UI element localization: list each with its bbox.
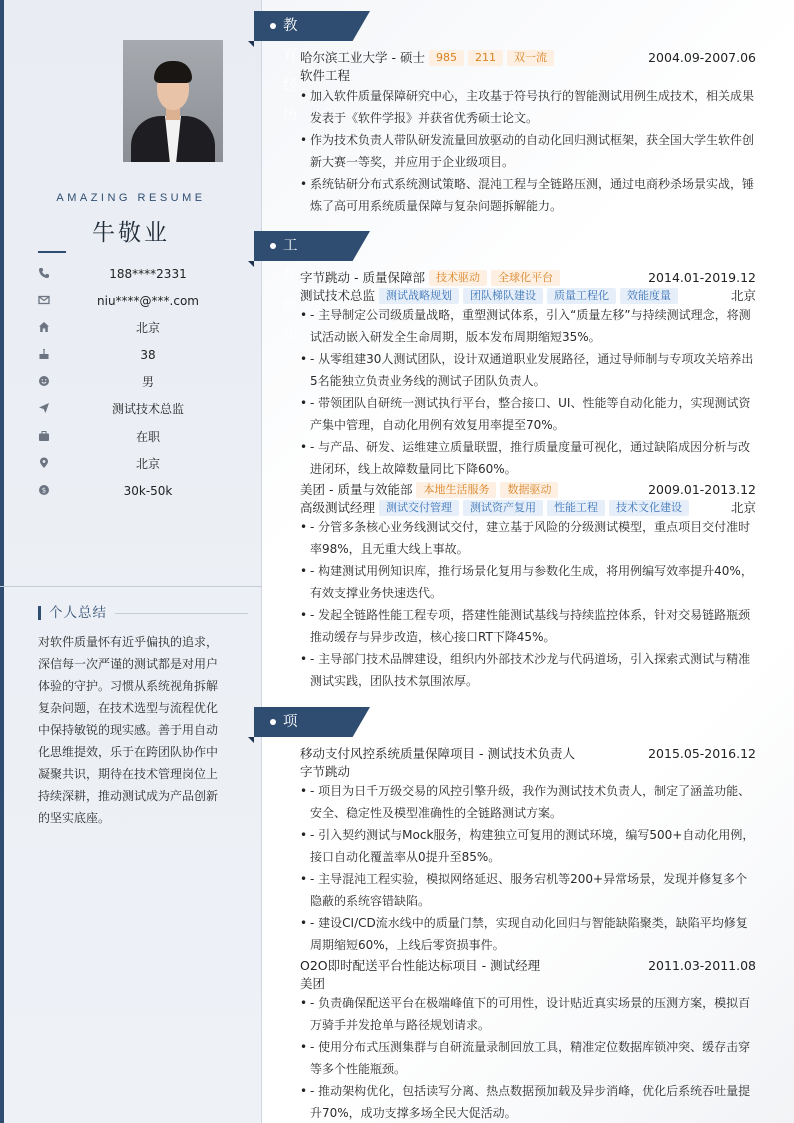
role-tag: 测试交付管理: [379, 500, 459, 516]
phone-icon: [38, 267, 50, 279]
company-tag: 技术驱动: [429, 270, 487, 286]
list-item: • 作为技术负责人带队研发流量回放驱动的自动化回归测试框架，获全国大学生软件创新大赛一等奖，并应用于企业级项目。: [300, 129, 756, 173]
target-role-value: 测试技术总监: [111, 402, 184, 416]
info-home: [38, 319, 238, 337]
company-tag: 全球化平台: [491, 270, 560, 286]
education-major: 软件工程: [300, 68, 351, 83]
role-tag: 测试资产复用: [463, 500, 543, 516]
home-value: 北京: [135, 321, 160, 335]
job-bullets: [300, 516, 756, 692]
project-org: 美团: [300, 976, 326, 991]
job-role: 测试技术总监: [300, 288, 376, 303]
list-item: • - 分管多条核心业务线测试交付，建立基于风险的分级测试模型，重点项目交付准时率98%，且无重大线上事故。: [300, 516, 756, 560]
list-item: • - 发起全链路性能工程专项，搭建性能测试基线与持续监控体系，针对交易链路瓶颈推动缓存与异步改造，核心接口RT下降45%。: [300, 604, 756, 648]
list-item: • - 推动架构优化，包括读写分离、热点数据预加载及异步消峰，优化后系统吞吐量提升70%，成功支撑多场全民大促活动。: [300, 1080, 756, 1123]
role-tag: 效能度量: [620, 288, 678, 304]
info-email: [38, 292, 238, 310]
list-item: • - 引入契约测试与Mock服务，构建独立可复用的测试环境，编写500+自动化用例，接口自动化覆盖率从0提升至85%。: [300, 824, 756, 868]
salary-value: 30k-50k: [123, 484, 173, 498]
job-city: 北京: [730, 500, 756, 515]
info-gender: [38, 373, 238, 391]
cake-icon: [38, 348, 50, 360]
job-bullets: [300, 304, 756, 480]
project-org-row: [300, 763, 756, 781]
project-header: [300, 745, 756, 763]
summary-text: 对软件质量怀有近乎偏执的追求，深信每一次严谨的测试都是对用户体验的守护。习惯从系统视角拆解复杂问题，在技术选型与流程优化中保持敏锐的现实感。善于用自动化思维提效，乐于在跨团队协作中凝聚共识，期待在技术管理岗位上持续深耕，推动测试成为产品创新的坚实底座。: [38, 635, 219, 825]
info-phone: [38, 265, 238, 283]
list-item: • - 负责确保配送平台在极端峰值下的可用性，设计贴近真实场景的压测方案，模拟百万骑手并发抢单与路径规划请求。: [300, 992, 756, 1036]
status-value: 在职: [135, 430, 160, 444]
company-name: 字节跳动 - 质量保障部: [300, 270, 425, 285]
section-title-education: 教育经历: [283, 18, 299, 124]
project-name: 移动支付风控系统质量保障项目 - 测试技术负责人: [300, 746, 575, 761]
role-tag: 性能工程: [547, 500, 605, 516]
sidebar: [0, 0, 262, 1123]
school-name: 哈尔滨工业大学 - 硕士: [300, 50, 425, 65]
job-role-row: [300, 287, 756, 305]
profile-photo: [123, 40, 223, 162]
main-content: [262, 0, 794, 1123]
list-item: • - 使用分布式压测集群与自研流量录制回放工具，精准定位数据库锁冲突、缓存击穿等多个性能瓶颈。: [300, 1036, 756, 1080]
role-tag: 质量工程化: [547, 288, 616, 304]
company-tag: 数据驱动: [500, 482, 558, 498]
project-date: 2011.03-2011.08: [648, 958, 756, 973]
summary-heading: [38, 604, 248, 622]
briefcase-icon: [38, 430, 50, 442]
job-header: [300, 269, 756, 287]
phone-value: 188****2331: [109, 267, 187, 281]
job-role: 高级测试经理: [300, 500, 376, 515]
summary-title: 个人总结: [49, 605, 107, 621]
summary-heading-rule: [115, 613, 248, 614]
list-item: • - 主导混沌工程实验，模拟网络延迟、服务宕机等200+异常场景，发现并修复多个隐蔽的系统容错缺陷。: [300, 868, 756, 912]
project-bullets: [300, 992, 756, 1123]
role-tag: 团队梯队建设: [463, 288, 543, 304]
section-title-work: 工作经历: [283, 238, 299, 344]
info-location: [38, 455, 238, 473]
job-header: [300, 481, 756, 499]
location-value: 北京: [135, 457, 160, 471]
project-org-row: [300, 975, 756, 993]
mail-icon: [38, 294, 50, 306]
school-tag: 双一流: [507, 50, 554, 66]
info-salary: [38, 482, 238, 500]
svg-text:$: $: [41, 486, 47, 495]
education-entry-header: [300, 49, 756, 67]
role-tag: 测试战略规划: [379, 288, 459, 304]
project-date: 2015.05-2016.12: [648, 746, 756, 761]
send-icon: [38, 402, 50, 414]
job-date: 2009.01-2013.12: [648, 482, 756, 497]
list-item: • 加入软件质量保障研究中心，主攻基于符号执行的智能测试用例生成技术，相关成果发表于《软件学报》并获省优秀硕士论文。: [300, 85, 756, 129]
summary-heading-bar: [38, 606, 41, 620]
list-item: • - 构建测试用例知识库，推行场景化复用与参数化生成，将用例编写效率提升40%，有效支撑业务快速迭代。: [300, 560, 756, 604]
list-item: • 系统钻研分布式系统测试策略、混沌工程与全链路压测，通过电商秒杀场景实战，锤炼了高可用系统质量保障与复杂问题拆解能力。: [300, 173, 756, 217]
job-city: 北京: [730, 288, 756, 303]
home-icon: [38, 321, 50, 333]
info-target-role: [38, 400, 238, 418]
resume-tagline: AMAZING RESUME: [56, 192, 206, 204]
school-tag: 211: [468, 50, 503, 66]
education-date: 2004.09-2007.06: [648, 50, 756, 65]
role-tag: 技术文化建设: [609, 500, 689, 516]
money-icon: [38, 484, 50, 496]
section-title-projects: 项目经历: [283, 714, 299, 820]
project-name: O2O即时配送平台性能达标项目 - 测试经理: [300, 958, 541, 973]
list-item: • - 主导部门技术品牌建设，组织内外部技术沙龙与代码道场，引入探索式测试与精准测试实践，团队技术氛围浓厚。: [300, 648, 756, 692]
list-item: • - 带领团队自研统一测试执行平台，整合接口、UI、性能等自动化能力，实现测试资产集中管理，自动化用例有效复用率提至70%。: [300, 392, 756, 436]
info-age: [38, 346, 238, 364]
gender-value: 男: [141, 375, 154, 389]
smile-icon: [38, 375, 50, 387]
candidate-name: 牛敬业: [92, 220, 170, 246]
list-item: • - 主导制定公司级质量战略，重塑测试体系，引入“质量左移”与持续测试理念，将测试活动嵌入研发全生命周期，版本发布周期缩短35%。: [300, 304, 756, 348]
project-org: 字节跳动: [300, 764, 351, 779]
info-status: [38, 428, 238, 446]
project-header: [300, 957, 756, 975]
list-item: • - 建设CI/CD流水线中的质量门禁，实现自动化回归与智能缺陷聚类，缺陷平均修复周期缩短60%，上线后零资损事件。: [300, 912, 756, 956]
email-value: niu****@***.com: [97, 294, 199, 308]
education-bullets: [300, 85, 756, 217]
list-item: • - 从零组建30人测试团队，设计双通道职业发展路径，通过导师制与专项攻关培养出5名能独立负责业务线的测试子团队负责人。: [300, 348, 756, 392]
project-bullets: [300, 780, 756, 956]
school-tag: 985: [429, 50, 464, 66]
company-name: 美团 - 质量与效能部: [300, 482, 413, 497]
job-date: 2014.01-2019.12: [648, 270, 756, 285]
name-underline: [38, 251, 66, 253]
location-icon: [38, 457, 50, 469]
education-major-row: [300, 67, 756, 85]
company-tag: 本地生活服务: [416, 482, 496, 498]
age-value: 38: [140, 348, 156, 362]
list-item: • - 与产品、研发、运维建立质量联盟，推行质量度量可视化，通过缺陷成因分析与改进闭环，线上故障数量同比下降60%。: [300, 436, 756, 480]
list-item: • - 项目为日千万级交易的风控引擎升级，我作为测试技术负责人，制定了涵盖功能、安全、稳定性及模型准确性的全链路测试方案。: [300, 780, 756, 824]
job-role-row: [300, 499, 756, 517]
